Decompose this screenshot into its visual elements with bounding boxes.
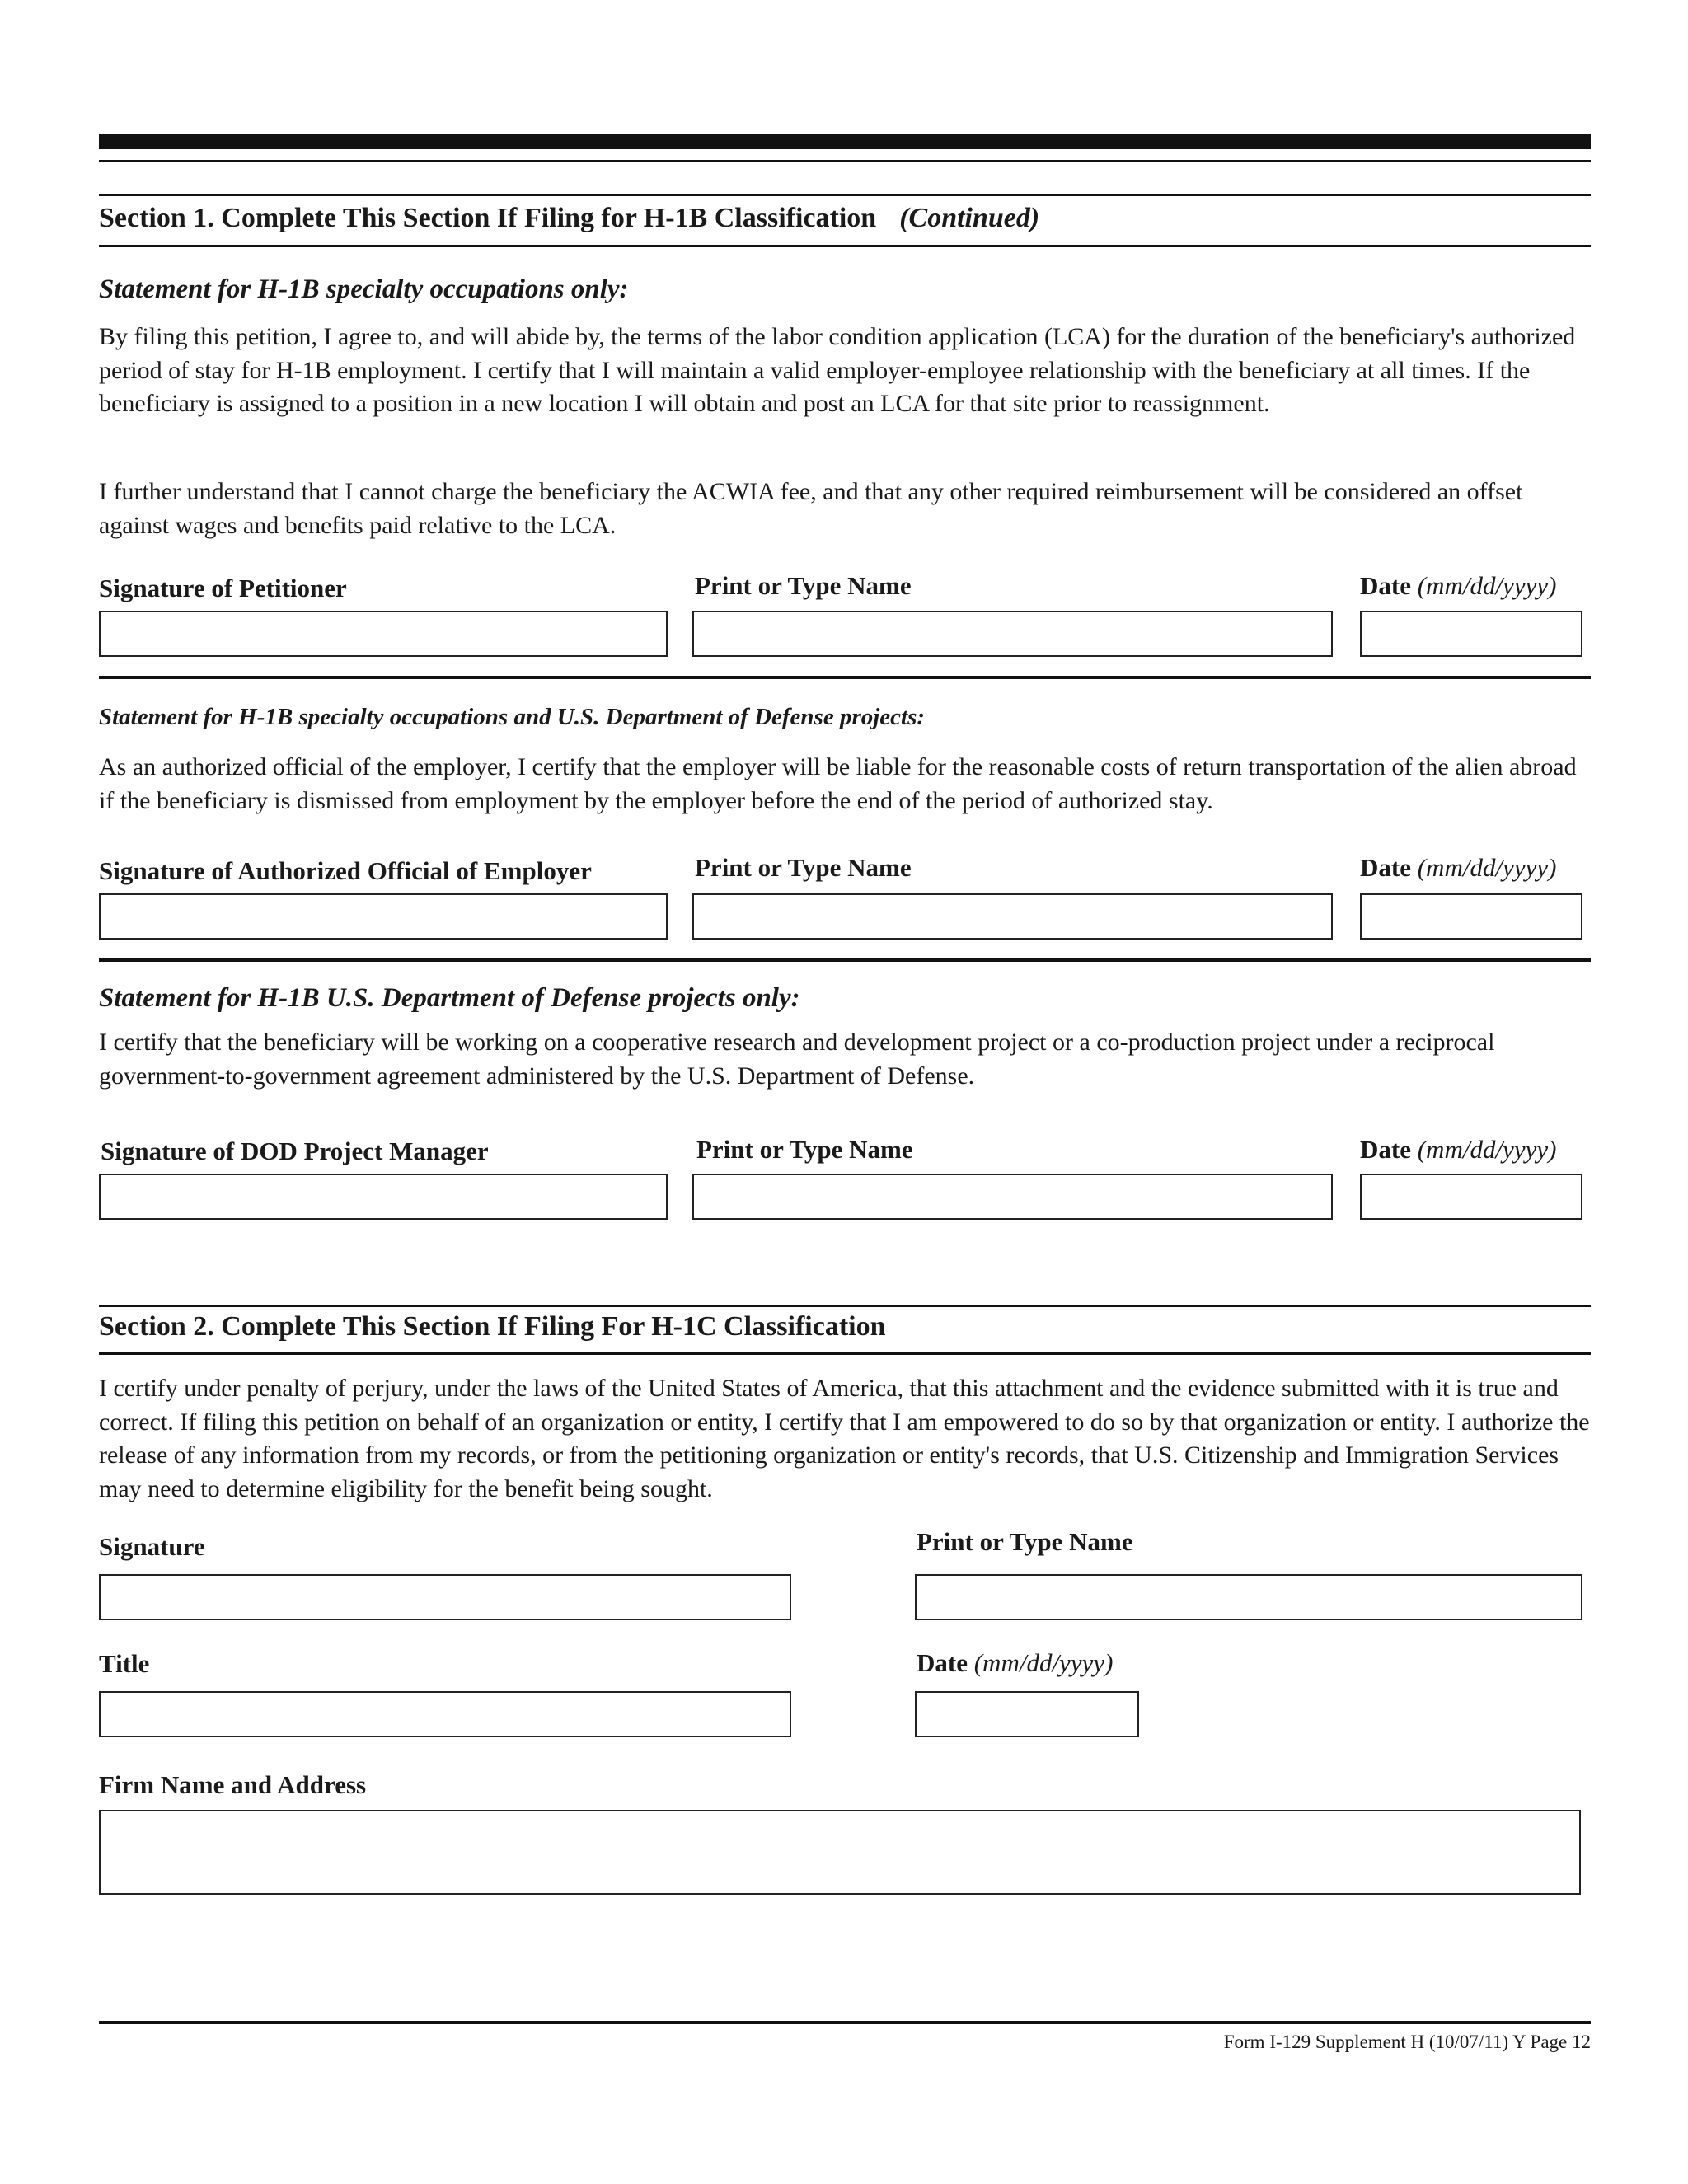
official-signature-label: Signature of Authorized Official of Employer [99, 856, 592, 885]
official-name-label: Print or Type Name [695, 853, 912, 882]
dod-signature-field[interactable] [99, 1174, 668, 1220]
statement-a-title: Statement for H-1B specialty occupations only: [99, 274, 629, 304]
dod-signature-label: Signature of DOD Project Manager [101, 1137, 489, 1165]
section2-signature-label: Signature [99, 1532, 205, 1561]
petitioner-date-field[interactable] [1360, 611, 1582, 657]
section1-title-text: Section 1. Complete This Section If Filing for H-1B Classification [99, 203, 877, 233]
firm-name-address-label: Firm Name and Address [99, 1770, 367, 1799]
section2-name-field[interactable] [915, 1574, 1582, 1620]
dod-name-label: Print or Type Name [696, 1135, 913, 1164]
firm-name-address-field[interactable] [99, 1810, 1581, 1895]
section2-date-label-text: Date [917, 1648, 968, 1677]
section2-name-label: Print or Type Name [917, 1527, 1133, 1556]
petitioner-date-hint: (mm/dd/yyyy) [1417, 571, 1557, 600]
top-thin-rule [99, 160, 1591, 162]
section2-date-hint: (mm/dd/yyyy) [973, 1648, 1114, 1677]
section2-top-rule [99, 1305, 1591, 1307]
statement-c-paragraph: I certify that the beneficiary will be working on a cooperative research and development project or a co-production project under a reciprocal government-to-government agreement administered by the U.S. Department of Defense. [99, 1029, 1495, 1090]
statement-b-title: Statement for H-1B specialty occupations and U.S. Department of Defense projects: [99, 704, 926, 730]
statement-a-paragraph-1: By filing this petition, I agree to, and will abide by, the terms of the labor condition application (LCA) for the duration of the beneficiary's authorized period of stay for H-1B employment. I certify that I will maintain a valid employer-employee relationship with the beneficiary at all times. If the beneficiary is assigned to a position in a new location I will obtain and post an LCA for that site prior to reassignment. [99, 323, 1576, 417]
petitioner-signature-label: Signature of Petitioner [99, 574, 347, 602]
statement-a-divider [99, 676, 1591, 679]
top-thick-rule [99, 134, 1591, 149]
dod-date-label [1360, 1135, 1556, 1165]
dod-date-label-text: Date [1360, 1135, 1411, 1164]
section2-title-label: Title [99, 1649, 150, 1678]
petitioner-signature-field[interactable] [99, 611, 668, 657]
petitioner-date-label-text: Date [1360, 571, 1411, 600]
section2-title: Section 2. Complete This Section If Filing For H-1C Classification [99, 1311, 886, 1342]
official-name-field[interactable] [692, 893, 1333, 940]
section1-bottom-rule [99, 245, 1591, 247]
official-date-field[interactable] [1360, 893, 1582, 940]
petitioner-date-label [1360, 571, 1556, 601]
section2-date-field[interactable] [915, 1691, 1139, 1737]
section2-bottom-rule [99, 1352, 1591, 1355]
official-signature-field[interactable] [99, 893, 668, 940]
section1-top-rule [99, 194, 1591, 196]
official-date-label-text: Date [1360, 853, 1411, 882]
statement-c-title: Statement for H-1B U.S. Department of Defense projects only: [99, 983, 800, 1013]
section2-signature-field[interactable] [99, 1574, 791, 1620]
official-date-hint: (mm/dd/yyyy) [1417, 853, 1557, 882]
section2-title-field[interactable] [99, 1691, 791, 1737]
section2-paragraph: I certify under penalty of perjury, under the laws of the United States of America, that this attachment and the evidence submitted with it is true and correct. If filing this petition on behalf of an organization or entity, I certify that I am empowered to do so by that organization or entity. I authorize the release of any information from my records, or from the petitioning organization or entity's records, that U.S. Citizenship and Immigration Services may need to determine eligibility for the benefit being sought. [99, 1375, 1590, 1502]
footer-rule [99, 2021, 1591, 2024]
dod-date-field[interactable] [1360, 1174, 1582, 1220]
statement-b-paragraph: As an authorized official of the employer, I certify that the employer will be liable for the reasonable costs of return transportation of the alien abroad if the beneficiary is dismissed from employment by the employer before the end of the period of authorized stay. [99, 753, 1577, 814]
dod-date-hint: (mm/dd/yyyy) [1417, 1135, 1557, 1164]
dod-name-field[interactable] [692, 1174, 1333, 1220]
section1-continued: (Continued) [899, 203, 1040, 233]
petitioner-name-field[interactable] [692, 611, 1333, 657]
petitioner-name-label: Print or Type Name [695, 571, 912, 600]
form-footer: Form I-129 Supplement H (10/07/11) Y Page 12 [1223, 2032, 1591, 2052]
statement-a-paragraph-2: I further understand that I cannot charge the beneficiary the ACWIA fee, and that any other required reimbursement will be considered an offset against wages and benefits paid relative to the LCA. [99, 478, 1523, 539]
section1-title [99, 203, 1039, 234]
statement-b-divider [99, 958, 1591, 962]
section2-date-label [917, 1648, 1113, 1678]
official-date-label [1360, 853, 1556, 883]
